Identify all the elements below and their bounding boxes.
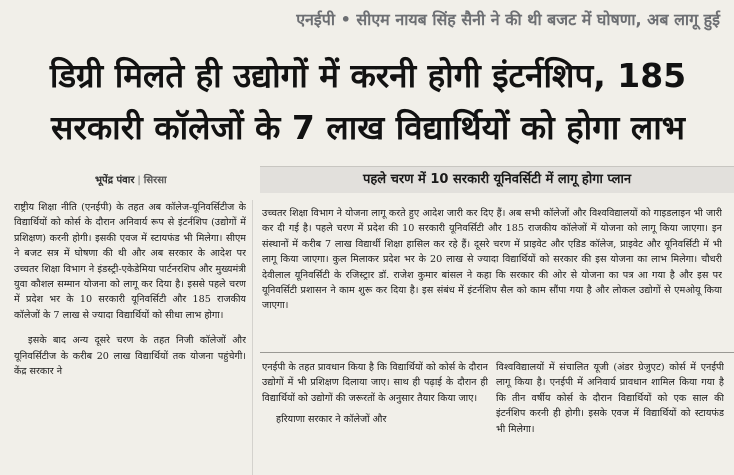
column-1 xyxy=(14,200,246,475)
wide-column xyxy=(262,206,722,346)
column-2-paragraph-1: एनईपी के तहत प्रावधान किया है कि विद्यार्थियों को कोर्स के दौरान उद्योगों में भी प्रशिक्षण दिलाया जाए। साथ ही पढ़ाई के दौरान ही विद्यार्थियों को उद्योगों की जरूरतों के अनुसार तैयार किया जाए। xyxy=(262,362,488,404)
headline-line-2: सरकारी कॉलेजों के 7 लाख विद्यार्थियों को होगा लाभ xyxy=(51,108,685,147)
column-2-paragraph-2: हरियाणा सरकार ने कॉलेजों और xyxy=(276,414,387,426)
wide-column-paragraph: उच्चतर शिक्षा विभाग ने योजना लागू करते हुए आदेश जारी कर दिए हैं। अब सभी कॉलेजों और विश्वविद्यालयों को गाइडलाइन भी जारी कर दी गई है। पहले चरण में प्रदेश की 10 सरकारी यूनिवर्सिटी और 185 राजकीय कॉलेजों में योजना को लागू किया जाएगा। इन संस्थानों में करीब 7 लाख विद्यार्थी शिक्षा हासिल कर रहे हैं। दूसरे चरण में प्राइवेट और एडिड कॉलेज, प्राइवेट और यूनिवर्सिटी में भी लागू किया जाएगा। कुल मिलाकर प्रदेश भर के 20 लाख से ज्यादा विद्यार्थियों को सरकार की इस योजना का लाभ मिलेगा। चौधरी देवीलाल यूनिवर्सिटी के रजिस्ट्रार डॉ. राजेश कुमार बांसल ने कहा कि सरकार की ओर से योजना का पत्र आ गया है और इस पर यूनिवर्सिटी प्रशासन ने काम शुरू कर दिया है। इस संबंध में इंटर्नशिप सैल को काम सौंपा गया है और लोकल उद्योगों से एमओयू किया जाएगा। xyxy=(262,208,722,312)
paragraph-gap xyxy=(14,323,246,333)
kicker-line: एनईपी • सीएम नायब सिंह सैनी ने की थी बजट में घोषणा, अब लागू हुई xyxy=(296,10,720,29)
subheadline-box: पहले चरण में 10 सरकारी यूनिवर्सिटी में लागू होगा प्लान xyxy=(260,166,734,193)
byline-author: भूपेंद्र पंवार xyxy=(95,175,135,186)
byline-separator: | xyxy=(137,175,141,186)
section-rule xyxy=(260,352,734,353)
column-1-paragraph-1: राष्ट्रीय शिक्षा नीति (एनईपी) के तहत अब कॉलेज-यूनिवर्सिटीज के विद्यार्थियों को कोर्स के दौरान अनिवार्य रूप से इंटर्नशिप (उद्योगों में प्रशिक्षण) करनी होगी। इसकी एवज में स्टायफंड भी मिलेगा। सीएम ने बजट सत्र में घोषणा की थी और अब सरकार के आदेश पर उच्चतर शिक्षा विभाग ने इंडस्ट्री-एकेडेमिया पार्टनरशिप और मुख्यमंत्री युवा कौशल सम्मान योजना को लागू कर दिया है। इससे पहले चरण में प्रदेश भर के 10 सरकारी यूनिवर्सिटी और 185 राजकीय कॉलेजों के 7 लाख से ज्यादा विद्यार्थियों को सीधा लाभ होगा। xyxy=(14,202,246,321)
headline-line-1: डिग्री मिलते ही उद्योगों में करनी होगी इंटर्नशिप, 185 xyxy=(49,56,687,95)
byline-location: सिरसा xyxy=(143,175,167,186)
column-1-paragraph-2: इसके बाद अन्य दूसरे चरण के तहत निजी कॉलेजों और यूनिवर्सिटीज के करीब 20 लाख विद्यार्थियों तक योजना पहुंचेगी। केंद्र सरकार ने xyxy=(14,335,246,378)
byline xyxy=(95,172,167,186)
column-2 xyxy=(262,360,488,475)
column-3 xyxy=(496,360,724,475)
column-3-paragraph: विश्वविद्यालयों में संचालित यूजी (अंडर ग्रेजुएट) कोर्स में एनईपी लागू किया है। एनईपी में अनिवार्य प्रावधान शामिल किया गया है कि तीन वर्षीय कोर्स के दौरान विद्यार्थियों को एक साल की इंटर्नशिप करनी ही होगी। इसके एवज में विद्यार्थियों को स्टायफंड भी मिलेगा। xyxy=(496,362,724,435)
column-divider xyxy=(252,200,253,475)
